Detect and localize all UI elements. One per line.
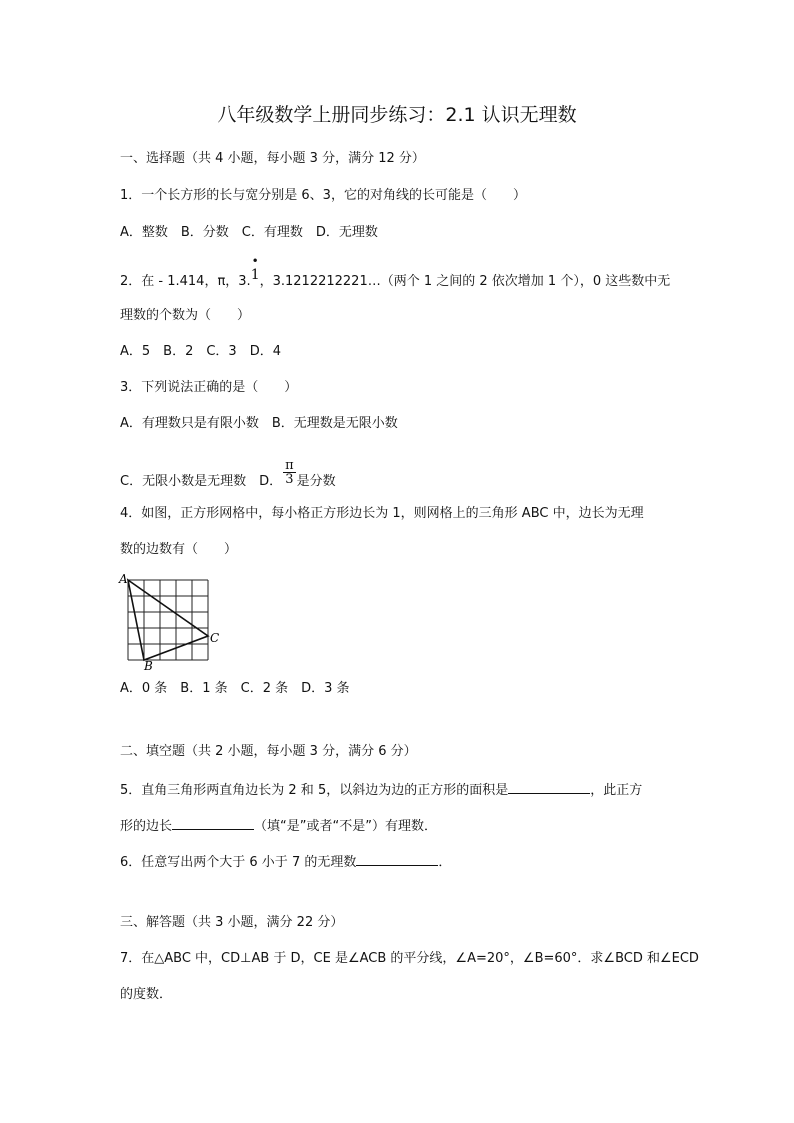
triangle-abc <box>128 580 208 660</box>
question-6-part1: 6．任意写出两个大于 6 小于 7 的无理数 <box>120 855 357 870</box>
section-header-solve: 三、解答题（共 3 小题，满分 22 分） <box>120 915 344 930</box>
vertex-label-a: A <box>119 572 128 586</box>
question-3-stem: 3．下列说法正确的是（ ） <box>120 380 298 395</box>
question-7-line2: 的度数． <box>120 987 173 1002</box>
question-5-line2-part1: 形的边长 <box>120 819 173 834</box>
fraction-denominator: 3 <box>285 472 294 487</box>
question-4-stem-line2: 数的边数有（ ） <box>120 542 238 557</box>
fraction-pi-over-3 <box>283 459 296 486</box>
question-5-part2: ，此正方 <box>590 783 643 798</box>
fraction-numerator: π <box>285 458 294 473</box>
question-3-options-line1: A．有理数只是有限小数 B．无理数是无限小数 <box>120 416 398 431</box>
repeating-dot-icon: • <box>251 254 259 268</box>
question-2-stem-part2: ，3.1212212221…（两个 1 之间的 2 依次增加 1 个），0 这些数中无 <box>259 274 671 289</box>
repeating-digit-text: 1 <box>250 267 260 283</box>
page-title: 八年级数学上册同步练习：2.1 认识无理数 <box>217 104 577 126</box>
answer-blank[interactable] <box>356 851 438 866</box>
question-2-stem-line2: 理数的个数为（ ） <box>120 308 251 323</box>
question-4-options: A．0 条 B．1 条 C．2 条 D．3 条 <box>120 681 350 696</box>
question-5-line2-part2: （填“是”或者“不是”）有理数． <box>254 819 437 834</box>
vertex-label-c: C <box>210 631 220 645</box>
question-3-options-part1: C．无限小数是无理数 D． <box>120 474 283 489</box>
question-4-stem-line1: 4．如图，正方形网格中，每小格正方形边长为 1，则网格上的三角形 ABC 中，边长为无理 <box>120 506 644 521</box>
answer-blank[interactable] <box>508 779 590 794</box>
question-2-stem <box>120 254 671 291</box>
grid-lines <box>128 580 208 660</box>
question-3-options-line2 <box>120 458 336 495</box>
question-5-line2 <box>120 815 437 836</box>
section-header-choice: 一、选择题（共 4 小题，每小题 3 分，满分 12 分） <box>120 151 425 166</box>
question-3-options-part2: 是分数 <box>296 474 336 489</box>
question-1-stem: 1．一个长方形的长与宽分别是 6、3，它的对角线的长可能是（ ） <box>120 188 526 203</box>
question-7-line1: 7．在△ABC 中，CD⊥AB 于 D，CE 是∠ACB 的平分线，∠A=20°，∠B=60°．求∠BCD 和∠ECD <box>120 951 699 966</box>
answer-blank[interactable] <box>172 815 254 830</box>
repeating-decimal-digit <box>250 254 260 284</box>
vertex-label-b: B <box>144 659 153 670</box>
question-6-part2: ． <box>438 855 452 870</box>
section-header-fill-in: 二、填空题（共 2 小题，每小题 3 分，满分 6 分） <box>120 744 417 759</box>
question-2-stem-part1: 2．在 - 1.414，π，3. <box>120 274 251 289</box>
question-2-options: A．5 B．2 C．3 D．4 <box>120 344 281 359</box>
question-5-part1: 5．直角三角形两直角边长为 2 和 5，以斜边为边的正方形的面积是 <box>120 783 509 798</box>
triangle-grid-figure <box>116 570 226 670</box>
question-6 <box>120 851 451 872</box>
question-1-options: A．整数 B．分数 C．有理数 D．无理数 <box>120 225 378 240</box>
question-5-line1 <box>120 779 642 800</box>
